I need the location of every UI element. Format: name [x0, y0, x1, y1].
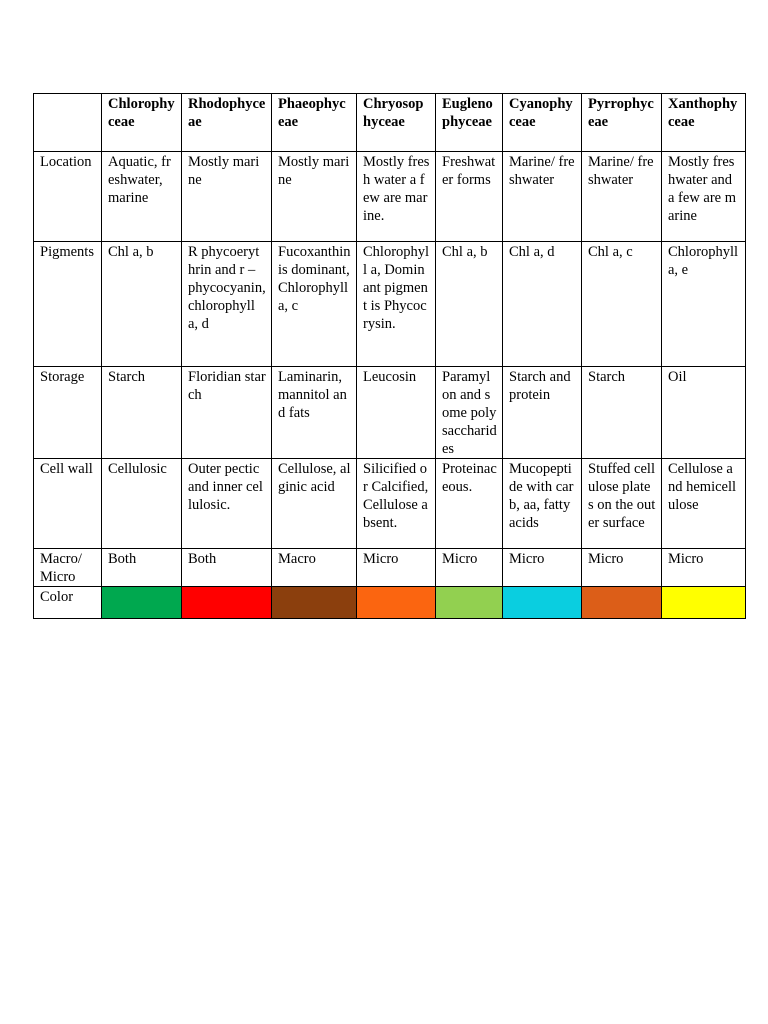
color-swatch-euglenophyceae	[436, 587, 503, 619]
table-cell: Mostly fresh water a few are marine.	[357, 152, 436, 242]
table-row-color	[34, 587, 746, 619]
color-swatch-chlorophyceae	[102, 587, 182, 619]
table-cell: Silicified or Calcified, Cellulose absent.	[357, 459, 436, 549]
table-row-location	[34, 152, 746, 242]
table-cell: Chl a, d	[503, 242, 582, 367]
algae-comparison-table	[33, 93, 746, 619]
table-cell: Cellulosic	[102, 459, 182, 549]
table-cell: Starch	[102, 367, 182, 459]
color-swatch-xanthophyceae	[662, 587, 746, 619]
table-cell: Freshwater forms	[436, 152, 503, 242]
table-cell: Macro	[272, 549, 357, 587]
table-cell: Leucosin	[357, 367, 436, 459]
column-header-xanthophyceae: Xanthophyceae	[662, 94, 746, 152]
color-swatch-rhodophyceae	[182, 587, 272, 619]
table-cell: Micro	[436, 549, 503, 587]
table-cell: Mostly marine	[182, 152, 272, 242]
table-cell: Mostly marine	[272, 152, 357, 242]
table-row-storage	[34, 367, 746, 459]
table-cell: Stuffed cellulose plates on the outer surface	[582, 459, 662, 549]
table-cell: Chl a, c	[582, 242, 662, 367]
table-cell: R phycoerythrin and r – phycocyanin, chlorophyll a, d	[182, 242, 272, 367]
table-cell: Chl a, b	[102, 242, 182, 367]
corner-cell	[34, 94, 102, 152]
row-label-cell-wall: Cell wall	[34, 459, 102, 549]
color-swatch-pyrrophyceae	[582, 587, 662, 619]
table-cell: Laminarin, mannitol and fats	[272, 367, 357, 459]
table-cell: Chlorophyll a, e	[662, 242, 746, 367]
column-header-pyrrophyceae: Pyrrophyceae	[582, 94, 662, 152]
table-cell: Marine/ freshwater	[582, 152, 662, 242]
row-label-pigments: Pigments	[34, 242, 102, 367]
table-cell: Micro	[662, 549, 746, 587]
row-label-location: Location	[34, 152, 102, 242]
table-cell: Both	[182, 549, 272, 587]
table-cell: Mostly freshwater and a few are marine	[662, 152, 746, 242]
table-cell: Marine/ freshwater	[503, 152, 582, 242]
table-cell: Cellulose, alginic acid	[272, 459, 357, 549]
table-cell: Starch	[582, 367, 662, 459]
table-row-macro-micro	[34, 549, 746, 587]
header-row	[34, 94, 746, 152]
table-cell: Fucoxanthin is dominant, Chlorophyll a, c	[272, 242, 357, 367]
table-cell: Cellulose and hemicellulose	[662, 459, 746, 549]
table-row-pigments	[34, 242, 746, 367]
row-label-storage: Storage	[34, 367, 102, 459]
table-row-cell-wall	[34, 459, 746, 549]
table-cell: Paramylon and some polysaccharides	[436, 367, 503, 459]
table-cell: Chl a, b	[436, 242, 503, 367]
table-cell: Micro	[582, 549, 662, 587]
column-header-chryosophyceae: Chryosophyceae	[357, 94, 436, 152]
table-cell: Proteinaceous.	[436, 459, 503, 549]
table-cell: Chlorophyll a, Dominant pigment is Phycocrysin.	[357, 242, 436, 367]
table-cell: Oil	[662, 367, 746, 459]
column-header-phaeophyceae: Phaeophyceae	[272, 94, 357, 152]
table-cell: Aquatic, freshwater, marine	[102, 152, 182, 242]
table-cell: Both	[102, 549, 182, 587]
column-header-rhodophyceae: Rhodophyceae	[182, 94, 272, 152]
column-header-cyanophyceae: Cyanophyceae	[503, 94, 582, 152]
table-cell: Floridian starch	[182, 367, 272, 459]
color-swatch-phaeophyceae	[272, 587, 357, 619]
table-cell: Starch and protein	[503, 367, 582, 459]
table-cell: Micro	[357, 549, 436, 587]
color-swatch-cyanophyceae	[503, 587, 582, 619]
table-cell: Outer pectic and inner cellulosic.	[182, 459, 272, 549]
table-cell: Mucopeptide with carb, aa, fatty acids	[503, 459, 582, 549]
color-swatch-chryosophyceae	[357, 587, 436, 619]
table-cell: Micro	[503, 549, 582, 587]
column-header-chlorophyceae: Chlorophyceae	[102, 94, 182, 152]
row-label-color: Color	[34, 587, 102, 619]
row-label-macro-micro: Macro/ Micro	[34, 549, 102, 587]
column-header-euglenophyceae: Euglenophyceae	[436, 94, 503, 152]
